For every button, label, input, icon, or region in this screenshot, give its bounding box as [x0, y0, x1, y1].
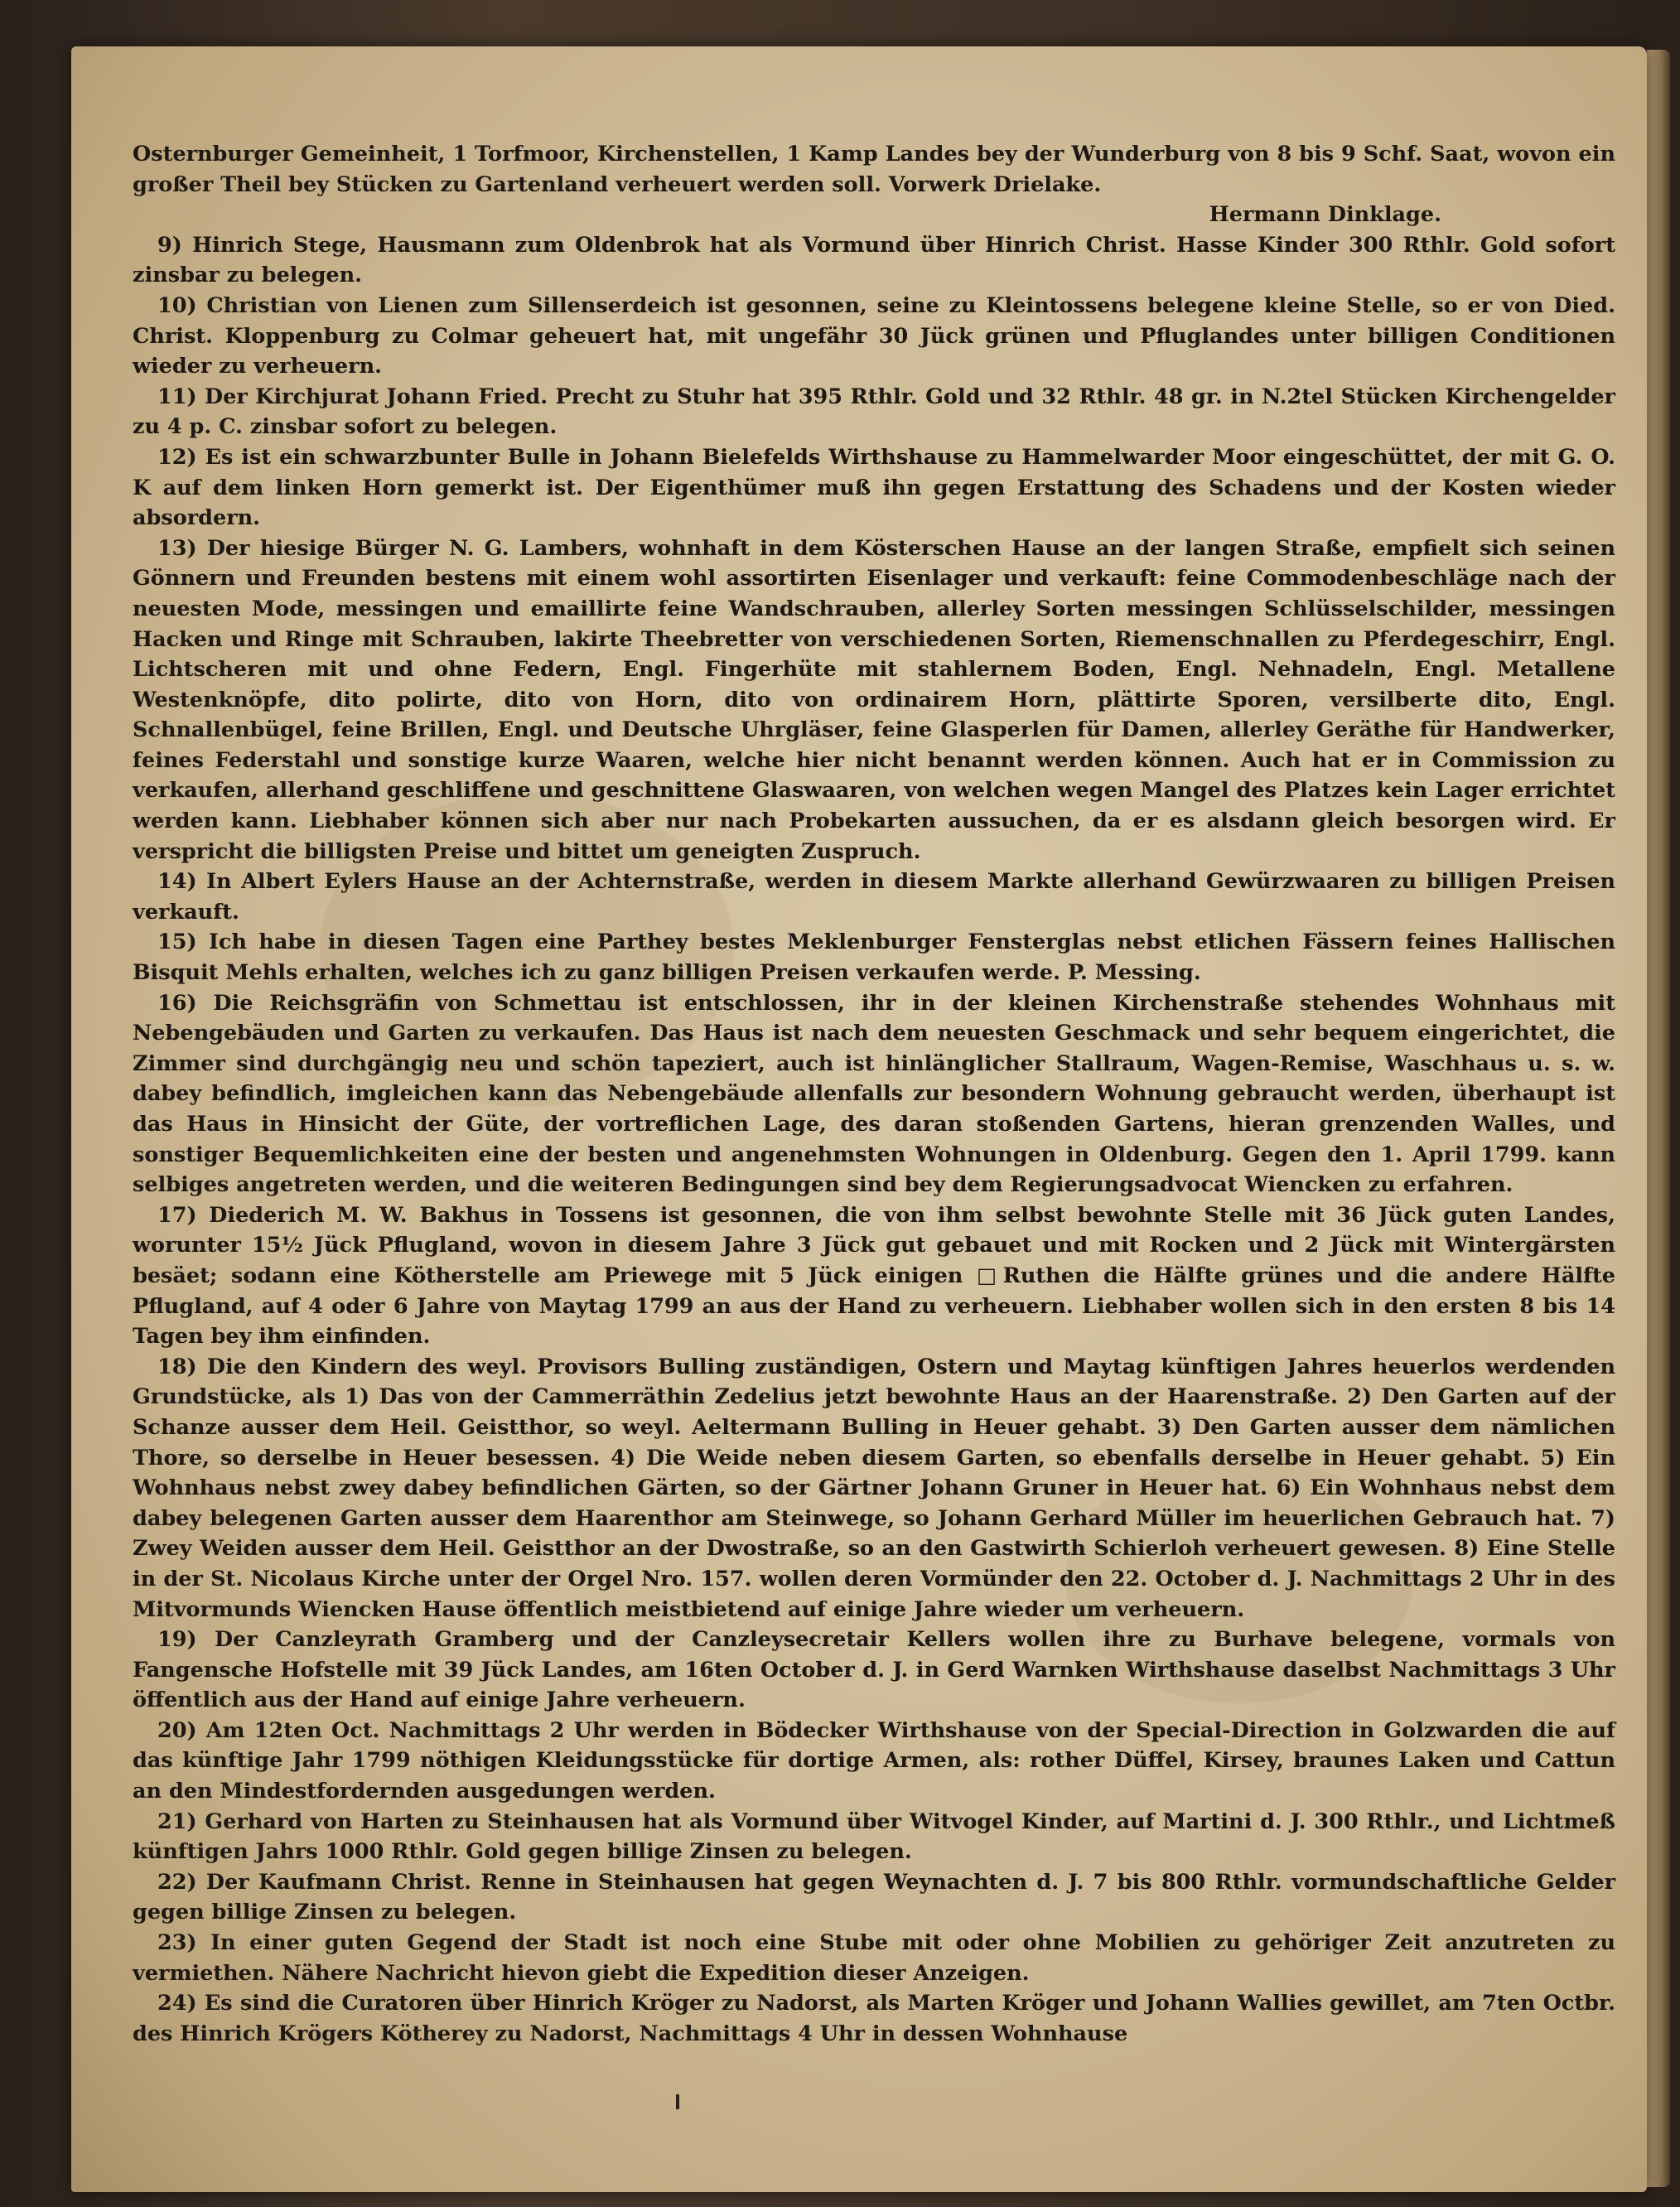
notice-21: 21) Gerhard von Harten zu Steinhausen hat als Vormund über Witvogel Kinder, auf Martini d. J. 300 Rthlr., und Lichtmeß künftigen Jahrs 1000 Rthlr. Gold gegen billige Zinsen zu belegen. [133, 1809, 1615, 1865]
notice-14: 14) In Albert Eylers Hause an der Achternstraße, werden in diesem Markte allerhand Gewürzwaaren zu billigen Preisen verkauft. [133, 869, 1615, 925]
page-mark [676, 2094, 679, 2109]
notice-15: 15) Ich habe in diesen Tagen eine Parthey bestes Meklenburger Fensterglas nebst etlichen Fässern feines Hallischen Bisquit Mehls erhalten, welches ich zu ganz billigen Preisen verkaufen werde. P. Messing. [133, 930, 1615, 986]
notice-9: 9) Hinrich Stege, Hausmann zum Oldenbrok hat als Vormund über Hinrich Christ. Hasse Kinder 300 Rthlr. Gold sofort zinsbar zu belegen. [133, 232, 1615, 288]
notice-22: 22) Der Kaufmann Christ. Renne in Steinhausen hat gegen Weynachten d. J. 7 bis 800 Rthlr. vormundschaftliche Gelder gegen billige Zinsen zu belegen. [133, 1869, 1615, 1925]
page-edge [1647, 50, 1670, 2187]
notice-23: 23) In einer guten Gegend der Stadt ist noch eine Stube mit oder ohne Mobilien zu gehöriger Zeit anzutreten zu vermiethen. Nähere Nachricht hievon giebt die Expedition dieser Anzeigen. [133, 1930, 1615, 1986]
notice-12: 12) Es ist ein schwarzbunter Bulle in Johann Bielefelds Wirthshause zu Hammelwarder Moor eingeschüttet, der mit G. O. K auf dem linken Horn gemerkt ist. Der Eigenthümer muß ihn gegen Erstattung des Schadens und der Kosten wieder absordern. [133, 444, 1615, 531]
article-text [133, 139, 1615, 2049]
notice-19: 19) Der Canzleyrath Gramberg und der Canzleysecretair Kellers wollen ihre zu Burhave belegene, vormals von Fangensche Hofstelle mit 39 Jück Landes, am 16ten October d. J. in Gerd Warnken Wirthshause daselbst Nachmittags 3 Uhr öffentlich aus der Hand auf einige Jahre verheuern. [133, 1627, 1615, 1713]
notice-16: 16) Die Reichsgräfin von Schmettau ist entschlossen, ihr in der kleinen Kirchenstraße stehendes Wohnhaus mit Nebengebäuden und Garten zu verkaufen. Das Haus ist nach dem neuesten Geschmack und sehr bequem eingerichtet, die Zimmer sind durchgängig neu und schön tapeziert, auch ist hinlänglicher Stallraum, Wagen-Remise, Waschhaus u. s. w. dabey befindlich, imgleichen kann das Nebengebäude allenfalls zur besondern Wohnung gebraucht werden, überhaupt ist das Haus in Hinsicht der Güte, der vortreflichen Lage, des daran stoßenden Gartens, hieran grenzenden Walles, und sonstiger Bequemlichkeiten eine der besten und angenehmsten Wohnungen in Oldenburg. Gegen den 1. April 1799. kann selbiges angetreten werden, und die weiteren Bedingungen sind bey dem Regierungsadvocat Wiencken zu erfahren. [133, 990, 1615, 1198]
notice-18: 18) Die den Kindern des weyl. Provisors Bulling zuständigen, Ostern und Maytag künftigen Jahres heuerlos werdenden Grundstücke, als 1) Das von der Cammerräthin Zedelius jetzt bewohnte Haus an der Haarenstraße. 2) Den Garten auf der Schanze ausser dem Heil. Geistthor, so weyl. Aeltermann Bulling in Heuer gehabt. 3) Den Garten ausser dem nämlichen Thore, so derselbe in Heuer besessen. 4) Die Weide neben diesem Garten, so ebenfalls derselbe in Heuer gehabt. 5) Ein Wohnhaus nebst zwey dabey befindlichen Gärten, so der Gärtner Johann Gruner in Heuer hat. 6) Ein Wohnhaus nebst dem dabey belegenen Garten ausser dem Haarenthor am Steinwege, so Johann Gerhard Müller im heuerlichen Gebrauch hat. 7) Zwey Weiden ausser dem Heil. Geistthor an der Dwostraße, so an den Gastwirth Schierloh verheuert gewesen. 8) Eine Stelle in der St. Nicolaus Kirche unter der Orgel Nro. 157. wollen deren Vormünder den 22. October d. J. Nachmittags 2 Uhr in des Mitvormunds Wiencken Hause öffentlich meistbietend auf einige Jahre wieder um verheuern. [133, 1354, 1615, 1622]
notice-24: 24) Es sind die Curatoren über Hinrich Kröger zu Nadorst, als Marten Kröger und Johann Wallies gewillet, am 7ten Octbr. des Hinrich Krögers Kötherey zu Nadorst, Nachmittags 4 Uhr in dessen Wohnhause [133, 1991, 1615, 2046]
notice-10: 10) Christian von Lienen zum Sillenserdeich ist gesonnen, seine zu Kleintossens belegene kleine Stelle, so er von Died. Christ. Kloppenburg zu Colmar geheuert hat, mit ungefähr 30 Jück grünen und Pfluglandes unter billigen Conditionen wieder zu verheuern. [133, 292, 1615, 379]
notice-11: 11) Der Kirchjurat Johann Fried. Precht zu Stuhr hat 395 Rthlr. Gold und 32 Rthlr. 48 gr. in N.2tel Stücken Kirchengelder zu 4 p. C. zinsbar sofort zu belegen. [133, 384, 1615, 440]
notice-20: 20) Am 12ten Oct. Nachmittags 2 Uhr werden in Bödecker Wirthshause von der Special-Direction in Golzwarden die auf das künftige Jahr 1799 nöthigen Kleidungsstücke für dortige Armen, als: rother Düffel, Kirsey, braunes Laken und Cattun an den Mindestfordernden ausgedungen werden. [133, 1717, 1615, 1804]
paragraph-continued: Osternburger Gemeinheit, 1 Torfmoor, Kirchenstellen, 1 Kamp Landes bey der Wunderburg von 8 bis 9 Schf. Saat, wovon ein großer Theil bey Stücken zu Gartenland verheuert werden soll. Vorwerk Drielake. [133, 142, 1615, 197]
notice-17: 17) Diederich M. W. Bakhus in Tossens ist gesonnen, die von ihm selbst bewohnte Stelle mit 36 Jück guten Landes, worunter 15½ Jück Pflugland, wovon in diesem Jahre 3 Jück gut gebauet und mit Rocken und 2 Jück mit Wintergärsten besäet; sodann eine Kötherstelle am Priewege mit 5 Jück einigen □Ruthen die Hälfte grünes und die andere Hälfte Pflugland, auf 4 oder 6 Jahre von Maytag 1799 an aus der Hand zu verheuern. Liebhaber wollen sich in den ersten 8 bis 14 Tagen bey ihm einfinden. [133, 1202, 1615, 1350]
signature: Hermann Dinklage. [1209, 202, 1441, 228]
notice-13: 13) Der hiesige Bürger N. G. Lambers, wohnhaft in dem Kösterschen Hause an der langen Straße, empfielt sich seinen Gönnern und Freunden bestens mit einem wohl assortirten Eisenlager und verkauft: feine Commodenbeschläge nach der neuesten Mode, messingen und emaillirte feine Wandschrauben, allerley Sorten messingen Schlüsselschilder, messingen Hacken und Ringe mit Schrauben, lakirte Theebretter von verschiedenen Sorten, Riemenschnallen zu Pferdegeschirr, Engl. Lichtscheren mit und ohne Federn, Engl. Fingerhüte mit stahlernem Boden, Engl. Nehnadeln, Engl. Metallene Westenknöpfe, dito polirte, dito von Horn, dito von ordinairem Horn, plättirte Sporen, versilberte dito, Engl. Schnallenbügel, feine Brillen, Engl. und Deutsche Uhrgläser, feine Glasperlen für Damen, allerley Geräthe für Handwerker, feines Federstahl und sonstige kurze Waaren, welche hier nicht benannt werden können. Auch hat er in Commission zu verkaufen, allerhand geschliffene und geschnittene Glaswaaren, von welchen wegen Mangel des Platzes kein Lager errichtet werden kann. Liebhaber können sich aber nur nach Probekarten aussuchen, da er es alsdann gleich besorgen wird. Er verspricht die billigsten Preise und bittet um geneigten Zuspruch. [133, 535, 1615, 864]
